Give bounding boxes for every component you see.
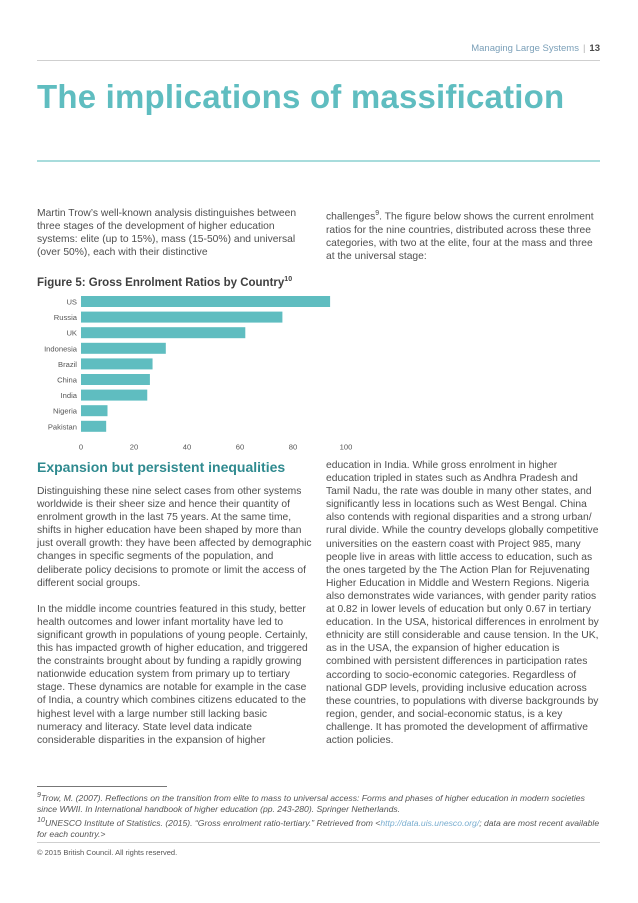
page-number: 13 [589, 43, 600, 54]
page-title: The implications of massification [37, 78, 565, 115]
footnote-text: Trow, M. (2007). Reflections on the transition from elite to mass to universal access: Forms and phases of higher education in modern societies since WWII. In International handbook of higher education (pp. 243-280). Springer Netherlands. [37, 792, 585, 814]
bar-russia [81, 312, 282, 323]
intro-paragraph-left: Martin Trow’s well-known analysis distinguishes between three stages of the development of higher education systems: elite (up to 15%), mass (15-50%) and universal (over 50%), each with their distinctive [37, 208, 297, 259]
footnotes [37, 790, 602, 840]
figure-caption [37, 276, 292, 289]
section-heading: Expansion but persistent inequalities [37, 459, 286, 475]
footnote-ref-10: 10 [284, 276, 293, 283]
footnote-text: UNESCO Institute of Statistics. (2015). “Gross enrolment ratio-tertiary.” Retrieved from < [44, 817, 381, 828]
bar-india [81, 390, 147, 401]
footnote-ref-9: 9 [375, 210, 380, 217]
category-label-brazil: Brazil [58, 359, 77, 369]
running-header [471, 43, 600, 54]
bar-brazil [81, 358, 153, 369]
unesco-data-link[interactable]: http://data.uis.unesco.org/ [380, 817, 480, 828]
body-paragraph: In the middle income countries featured in this study, better health outcomes and lower infant mortality have led to significant growth in populations of young people. Certainly, this has impacted growth of higher education, and triggered the constraints brought about by funding a rapidly growing nationwide education system from primary up to tertiary stage. These dynamics are notable for example in the case of India, a country which combines citizens educated to the highest level with a large number still lacking basic numeracy and literacy. State level data indicate considerable disparities in the expansion of higher [37, 603, 308, 746]
enrolment-bar-chart [0, 290, 380, 450]
header-divider [37, 60, 600, 61]
chart-bars [81, 296, 330, 432]
body-paragraph: Distinguishing these nine select cases from other systems worldwide is their sheer size and hence their quantity of enrolment growth in the last 75 years. At the same time, shifts in higher education have been shaped by more than just overall growth: they have been affected by demographic changes in specific segments of the population, and deliberate policy decisions to promote or limit the access of different social groups. [37, 486, 312, 589]
footnote-number: 9 [37, 791, 41, 799]
bar-china [81, 374, 150, 385]
category-label-nigeria: Nigeria [52, 406, 77, 416]
category-label-india: India [60, 391, 77, 401]
footnote-divider [37, 786, 167, 787]
footnote-number: 10 [37, 815, 45, 824]
bar-uk [81, 327, 245, 338]
footnote-text-end: ; data are most recent available for each country.> [37, 817, 600, 839]
body-paragraph: education in India. While gross enrolment in higher education tripled in states such as Andhra Pradesh and Tamil Nadu, the rate was double in many other states, and significantly less in locations such as West Bengal. China also contends with regional disparities and a strong urban/ rural divide. While the country develops globally competitive universities on the eastern coast with Project 985, many people live in areas with little access to education, such as the ones targeted by the The Action Plan for Rejuvenating Higher Education in Middle and Western Regions. Nigeria also demonstrates wide variances, with gender parity ratios at 0.82 in lower levels of education but only 0.67 in tertiary education. In the USA, historical differences in enrolment by ethnicity are still considerable and cause tension. In the UK, as in the USA, the expansion of higher education is combined with persistent differences in participation rates according to socio-economic categories. Regardless of national GDP levels, providing inclusive education across these countries, to populations with diverse backgrounds by region, gender, and social-economic status, is a key challenge. It has promoted the development of affirmative action policies. [326, 460, 599, 746]
category-label-us: US [66, 297, 77, 307]
running-title: Managing Large Systems [471, 43, 579, 54]
intro-right-rest: . The figure below shows the current enrolment ratios for the nine countries, distributed across these three categories, with two at the elite, four at the mass and three at the universal stage: [326, 211, 594, 262]
bar-pakistan [81, 421, 106, 432]
chart-x-ticks [79, 442, 352, 450]
footer-divider [37, 842, 600, 843]
copyright-notice: © 2015 British Council. All rights reserved. [37, 848, 178, 857]
category-label-uk: UK [66, 328, 77, 338]
intro-paragraph-right [326, 207, 601, 263]
footnote-10 [37, 815, 602, 840]
header-separator: | [582, 43, 586, 54]
category-label-pakistan: Pakistan [47, 422, 77, 432]
x-tick-label: 80 [288, 442, 298, 450]
intro-right-start: challenges [326, 211, 376, 223]
category-label-china: China [57, 375, 77, 385]
figure-caption-text: Figure 5: Gross Enrolment Ratios by Country [37, 276, 285, 289]
bar-indonesia [81, 343, 166, 354]
x-tick-label: 100 [339, 442, 353, 450]
x-tick-label: 60 [235, 442, 245, 450]
chart-category-labels [44, 298, 78, 432]
category-label-russia: Russia [53, 313, 77, 323]
x-tick-label: 0 [78, 442, 84, 450]
bar-us [81, 296, 330, 307]
x-tick-label: 40 [182, 442, 192, 450]
body-column-left [37, 485, 312, 747]
footnote-9 [37, 790, 602, 815]
bar-nigeria [81, 405, 108, 416]
x-tick-label: 20 [129, 442, 139, 450]
body-column-right [326, 459, 602, 747]
category-label-indonesia: Indonesia [44, 344, 77, 354]
title-divider [37, 160, 600, 162]
